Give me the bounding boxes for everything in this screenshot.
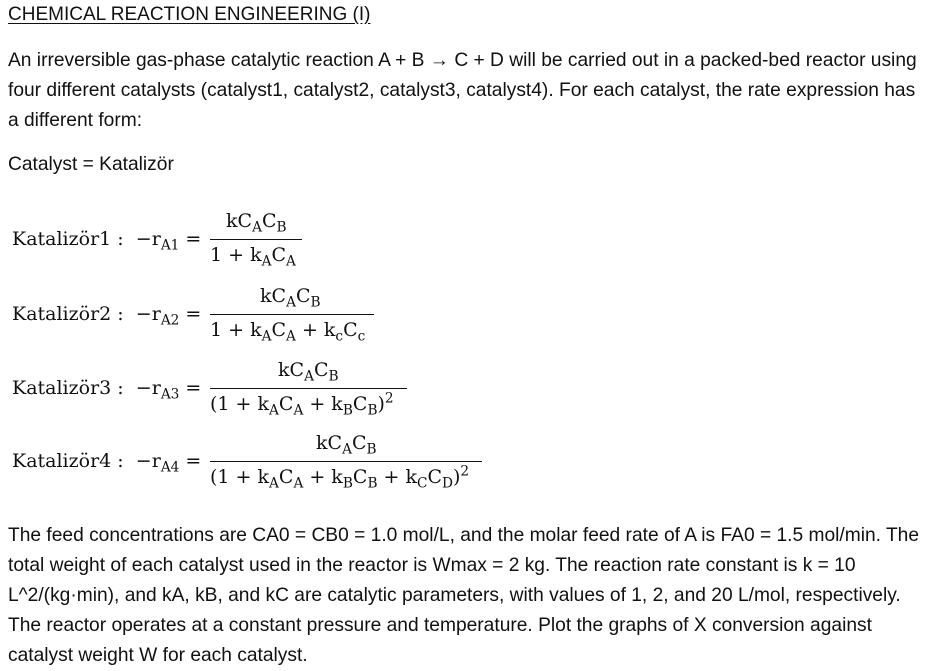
rate-symbol: r (151, 303, 161, 325)
rate-symbol: r (151, 228, 161, 250)
rate-symbol: r (151, 377, 161, 399)
document-title: CHEMICAL REACTION ENGINEERING (I) (8, 4, 371, 25)
equation-label: Katalizör4 (12, 450, 112, 472)
rate-subscript: A2 (160, 312, 180, 329)
equation-label: Katalizör1 (12, 228, 112, 250)
rate-symbol: r (151, 450, 161, 472)
equation-label: Katalizör2 (12, 303, 112, 325)
rate-subscript: A1 (160, 237, 180, 254)
catalyst-translation-note: Catalyst = Katalizör (8, 154, 174, 175)
rate-subscript: A3 (160, 386, 180, 403)
problem-statement-paragraph: The feed concentrations are CA0 = CB0 = 1.0 mol/L, and the molar feed rate of A is FA0 = 1.5 mol/min. The total weight of each catalyst used in the reactor is Wmax = 2 kg. The reaction rate constant is k = 10 L^2/(kg·min), and kA, kB, and kC are catalytic parameters, with values of 1, 2, and 20 L/mol, respectively. The reactor operates at a constant pressure and temperature. Plot the graphs of X conversion against catalyst weight W for each catalyst. (8, 525, 920, 666)
intro-paragraph: An irreversible gas-phase catalytic reaction A + B → C + D will be carried out in a packed-bed reactor using four different catalysts (catalyst1, catalyst2, catalyst3, catalyst4). For each catalyst, the rate expression has a different form: (8, 50, 917, 131)
rate-subscript: A4 (160, 459, 180, 476)
equation-label: Katalizör3 (12, 377, 112, 399)
